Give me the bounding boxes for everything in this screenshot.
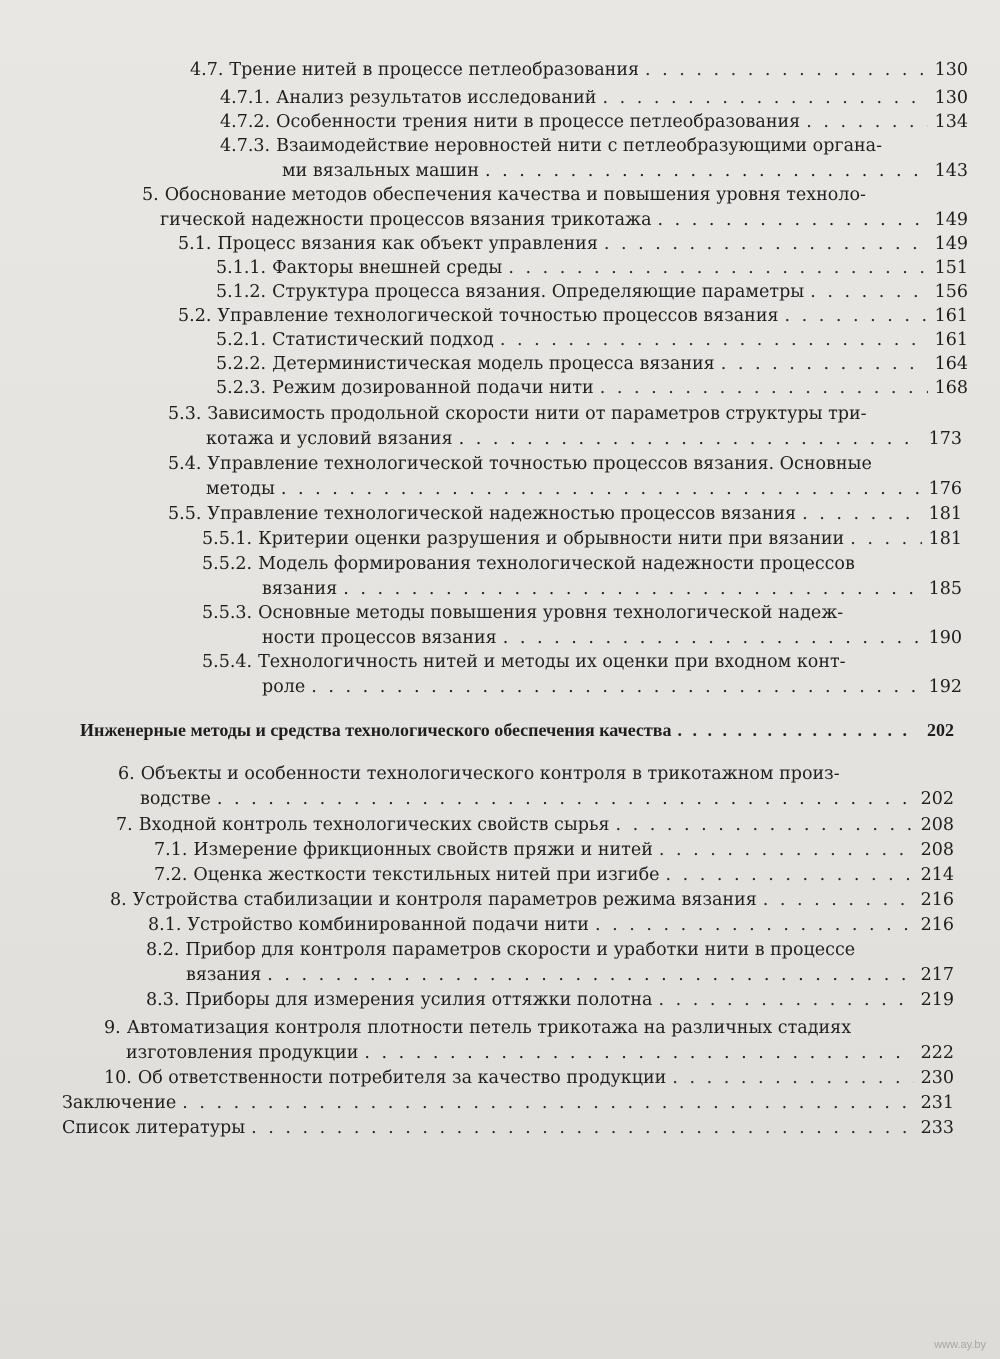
leader-dots	[600, 376, 928, 401]
leader-dots	[666, 863, 915, 888]
leader-dots	[850, 527, 922, 552]
toc-title: Прибор для контроля параметров скорости и уработки нити в процессе	[185, 940, 856, 960]
toc-title: Управление технологической точностью процессов вязания	[217, 306, 779, 326]
toc-page-number: 134	[934, 112, 968, 132]
toc-page-number: 185	[928, 578, 962, 599]
toc-number: 6.	[118, 764, 135, 784]
toc-page-number: 202	[920, 788, 954, 809]
toc-page-number: 231	[920, 1093, 954, 1113]
toc-title-cont: изготовления продукции	[126, 1042, 359, 1063]
leader-dots	[810, 280, 928, 305]
leader-dots	[672, 1066, 914, 1091]
toc-number: 9.	[104, 1018, 121, 1038]
site-watermark: www.ay.by	[934, 1339, 986, 1351]
leader-dots	[281, 477, 922, 502]
leader-dots	[459, 427, 922, 452]
toc-entry	[154, 863, 954, 888]
toc-number: 4.7.1.	[220, 88, 271, 108]
toc-page-number: 190	[928, 627, 962, 648]
toc-number: 7.	[116, 815, 133, 835]
toc-page-number: 214	[920, 865, 954, 885]
toc-page-number: 149	[934, 234, 968, 254]
toc-title-cont: котажа и условий вязания	[206, 428, 453, 449]
toc-page-number: 151	[934, 258, 968, 278]
leader-dots	[658, 988, 914, 1013]
toc-number: 8.1.	[148, 915, 182, 935]
leader-dots	[659, 838, 914, 863]
toc-part-heading	[80, 718, 954, 743]
toc-entry	[216, 280, 968, 305]
toc-title: Анализ результатов исследований	[276, 88, 597, 108]
toc-title: Устройства стабилизации и контроля параметров режима вязания	[132, 890, 757, 910]
toc-entry	[178, 304, 968, 329]
toc-page-number: 219	[920, 990, 954, 1010]
leader-dots	[251, 1116, 914, 1141]
toc-number: 5.1.2.	[216, 282, 267, 302]
toc-entry	[216, 256, 968, 281]
leader-dots	[343, 577, 922, 602]
toc-number: 4.7.	[190, 60, 224, 80]
toc-page-number: 164	[934, 354, 968, 374]
toc-number: 4.7.2.	[220, 112, 271, 132]
leader-dots	[785, 304, 928, 329]
toc-number: 5.2.3.	[216, 378, 267, 398]
toc-page-number: 202	[927, 720, 954, 740]
toc-entry	[104, 1066, 954, 1091]
toc-entry	[148, 913, 954, 938]
toc-entry	[116, 813, 954, 838]
toc-title-cont: вязания	[186, 964, 262, 985]
toc-number: 5.3.	[168, 404, 202, 424]
toc-page-number: 143	[934, 160, 968, 181]
toc-page-number: 161	[934, 330, 968, 350]
toc-entry	[216, 328, 968, 353]
toc-title: Оценка жесткости текстильных нитей при изгибе	[193, 865, 660, 885]
toc-title: Процесс вязания как объект управления	[217, 234, 598, 254]
toc-number: 7.2.	[154, 865, 188, 885]
toc-page-number: 130	[934, 60, 968, 80]
toc-entry	[202, 527, 962, 552]
toc-number: 10.	[104, 1068, 132, 1088]
leader-dots	[267, 963, 914, 988]
leader-dots	[645, 58, 928, 83]
toc-title-cont: водстве	[140, 788, 211, 809]
toc-entry	[118, 762, 954, 811]
toc-title: Приборы для измерения усилия оттяжки полотна	[185, 990, 653, 1010]
toc-title: Об ответственности потребителя за качество продукции	[137, 1068, 667, 1088]
toc-page-number: 168	[934, 378, 968, 398]
leader-dots	[595, 913, 914, 938]
leader-dots	[182, 1091, 914, 1116]
toc-page-number: 181	[928, 529, 962, 549]
toc-number: 8.3.	[146, 990, 180, 1010]
toc-entry	[220, 110, 968, 135]
toc-entry	[146, 988, 954, 1013]
toc-title: Модель формирования технологической надежности процессов	[258, 554, 855, 574]
toc-title: Автоматизация контроля плотности петель трикотажа на различных стадиях	[126, 1018, 852, 1038]
toc-entry	[216, 376, 968, 401]
toc-title: Список литературы	[62, 1118, 246, 1138]
toc-entry	[62, 1116, 954, 1141]
toc-title: Режим дозированной подачи нити	[272, 378, 594, 398]
toc-page-number: 149	[934, 209, 968, 230]
leader-dots	[658, 208, 928, 233]
leader-dots	[217, 787, 914, 812]
toc-entry	[220, 86, 968, 111]
toc-number: 5.5.2.	[202, 554, 253, 574]
toc-title-cont: ности процессов вязания	[262, 627, 497, 648]
toc-title-cont: ми вязальных машин	[282, 160, 480, 181]
leader-dots	[503, 626, 922, 651]
toc-entry	[154, 838, 954, 863]
toc-page-number: 181	[928, 504, 962, 524]
toc-number: 5.2.2.	[216, 354, 267, 374]
toc-title: Факторы внешней среды	[272, 258, 503, 278]
toc-entry	[202, 552, 962, 601]
toc-page-number: 230	[920, 1068, 954, 1088]
toc-page-number: 161	[934, 306, 968, 326]
leader-dots	[311, 675, 922, 700]
toc-entry	[104, 1016, 954, 1065]
toc-number: 7.1.	[154, 840, 188, 860]
toc-entry	[202, 601, 962, 650]
toc-title: Основные методы повышения уровня технологической надеж-	[258, 603, 844, 623]
toc-title: Технологичность нитей и методы их оценки при входном конт-	[258, 652, 846, 672]
toc-page-number: 173	[928, 428, 962, 449]
leader-dots	[763, 888, 914, 913]
toc-title: Трение нитей в процессе петлеобразования	[229, 60, 640, 80]
leader-dots	[677, 718, 914, 743]
toc-page-number: 222	[920, 1042, 954, 1063]
toc-entry	[146, 938, 954, 987]
toc-page-number: 216	[920, 890, 954, 910]
leader-dots	[508, 256, 928, 281]
toc-page-number: 217	[920, 964, 954, 985]
toc-number: 5.	[142, 185, 159, 205]
toc-title: Устройство комбинированной подачи нити	[187, 915, 589, 935]
leader-dots	[806, 110, 928, 135]
toc-title: Зависимость продольной скорости нити от параметров структуры три-	[207, 404, 867, 424]
leader-dots	[602, 86, 928, 111]
leader-dots	[500, 328, 928, 353]
toc-entry	[190, 58, 968, 83]
toc-title: Инженерные методы и средства технологического обеспечения качества	[80, 720, 672, 740]
toc-title: Измерение фрикционных свойств пряжи и нитей	[193, 840, 653, 860]
toc-page-number: 208	[920, 840, 954, 860]
leader-dots	[721, 352, 928, 377]
toc-entry	[220, 134, 968, 183]
leader-dots	[485, 159, 928, 184]
toc-title-cont: методы	[206, 478, 275, 499]
toc-title: Объекты и особенности технологического контроля в трикотажном произ-	[140, 764, 840, 784]
toc-page-number: 176	[928, 478, 962, 499]
toc-number: 8.	[110, 890, 127, 910]
toc-entry	[178, 232, 968, 257]
toc-title-cont: роле	[262, 676, 306, 697]
leader-dots	[364, 1041, 914, 1066]
toc-page-number: 216	[920, 915, 954, 935]
leader-dots	[604, 232, 928, 257]
toc-page-number: 233	[920, 1118, 954, 1138]
toc-title: Управление технологической надежностью процессов вязания	[207, 504, 797, 524]
toc-number: 5.5.1.	[202, 529, 253, 549]
toc-number: 5.5.	[168, 504, 202, 524]
toc-title-cont: гической надежности процессов вязания трикотажа	[160, 209, 652, 230]
toc-title: Статистический подход	[272, 330, 494, 350]
leader-dots	[616, 813, 914, 838]
toc-page-number: 130	[934, 88, 968, 108]
toc-title: Заключение	[62, 1093, 177, 1113]
toc-entry	[142, 183, 968, 232]
toc-page-number: 208	[920, 815, 954, 835]
toc-entry	[62, 1091, 954, 1116]
toc-entry	[202, 650, 962, 699]
toc-number: 5.1.1.	[216, 258, 267, 278]
toc-number: 5.2.	[178, 306, 212, 326]
toc-number: 4.7.3.	[220, 136, 271, 156]
toc-entry	[216, 352, 968, 377]
toc-page-number: 156	[934, 282, 968, 302]
toc-title-cont: вязания	[262, 578, 338, 599]
toc-number: 5.4.	[168, 454, 202, 474]
toc-entry	[168, 452, 962, 501]
toc-title: Входной контроль технологических свойств сырья	[138, 815, 610, 835]
leader-dots	[802, 502, 922, 527]
toc-title: Управление технологической точностью процессов вязания. Основные	[207, 454, 872, 474]
toc-number: 5.1.	[178, 234, 212, 254]
toc-number: 8.2.	[146, 940, 180, 960]
toc-number: 5.5.3.	[202, 603, 253, 623]
toc-title: Обоснование методов обеспечения качества и повышения уровня техноло-	[164, 185, 866, 205]
toc-entry	[168, 402, 962, 451]
toc-entry	[168, 502, 962, 527]
toc-title: Детерминистическая модель процесса вязания	[272, 354, 715, 374]
toc-entry	[110, 888, 954, 913]
toc-title: Структура процесса вязания. Определяющие параметры	[272, 282, 805, 302]
toc-page-number: 192	[928, 676, 962, 697]
toc-title: Взаимодействие неровностей нити с петлеобразующими органа-	[276, 136, 883, 156]
toc-title: Критерии оценки разрушения и обрывности нити при вязании	[258, 529, 845, 549]
toc-number: 5.5.4.	[202, 652, 253, 672]
toc-title: Особенности трения нити в процессе петлеобразования	[276, 112, 801, 132]
toc-number: 5.2.1.	[216, 330, 267, 350]
